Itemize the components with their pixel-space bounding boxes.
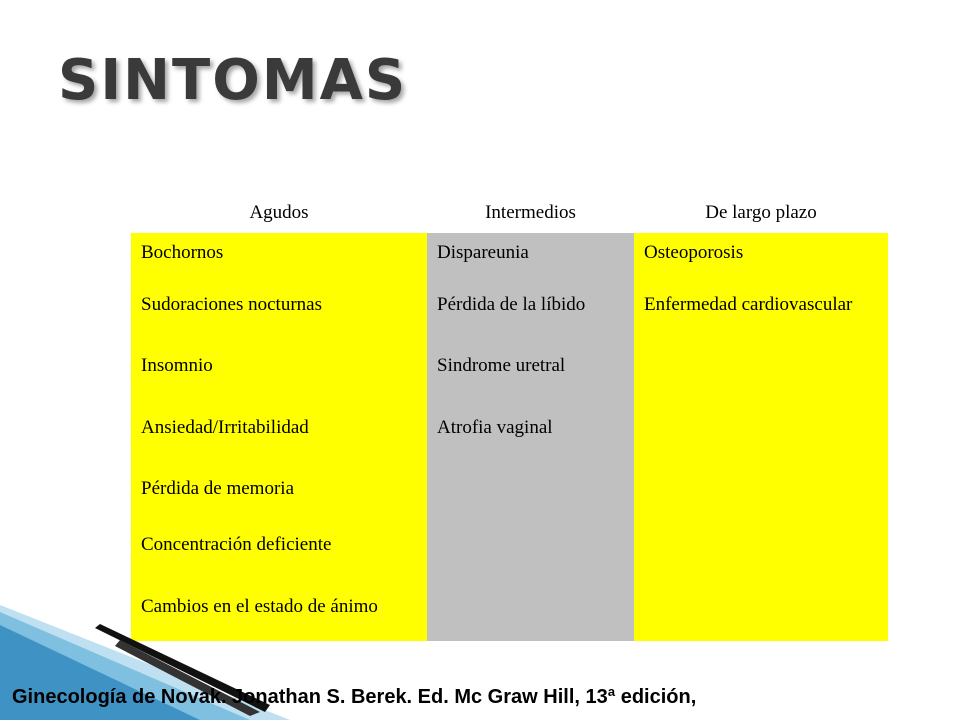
table-cell: Concentración deficiente — [131, 517, 427, 573]
table-cell: Dispareunia — [427, 233, 634, 273]
table-cell: Pérdida de memoria — [131, 461, 427, 517]
table-cell: Bochornos — [131, 233, 427, 273]
table-cell: Osteoporosis — [634, 233, 888, 273]
table-cell: Ansiedad/Irritabilidad — [131, 395, 427, 461]
table-cell: Pérdida de la líbido — [427, 273, 634, 337]
table-cell: Enfermedad cardiovascular — [634, 273, 888, 337]
table-cell: Insomnio — [131, 337, 427, 395]
table-cell: Sudoraciones nocturnas — [131, 273, 427, 337]
header-intermedios: Intermedios — [485, 202, 576, 223]
table-cell: Sindrome uretral — [427, 337, 634, 395]
table-cell: Atrofia vaginal — [427, 395, 634, 461]
header-largo-plazo: De largo plazo — [705, 202, 817, 223]
header-agudos: Agudos — [249, 202, 309, 223]
table-cell: Cambios en el estado de ánimo — [131, 573, 427, 641]
slide-title: SINTOMAS — [58, 48, 408, 113]
citation-text: Ginecología de Novak. Jonathan S. Berek. Ed. Mc Graw Hill, 13ª edición, — [12, 686, 697, 708]
